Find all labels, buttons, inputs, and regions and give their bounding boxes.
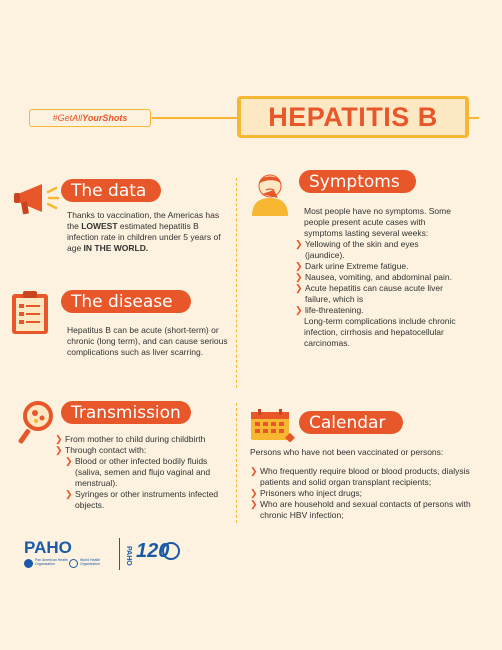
header-divider-left — [152, 117, 237, 119]
chevron-right-icon: ❯ — [65, 456, 73, 466]
list-item: ❯ Yellowing of the skin and eyes (jaundice). — [295, 239, 419, 260]
chevron-right-icon: ❯ — [295, 261, 303, 271]
list-item: ❯ Nausea, vomiting, and abdominal pain. — [295, 272, 452, 282]
calendar-list — [250, 466, 490, 521]
data-paragraph — [67, 210, 227, 254]
list-item: ❯ Syringes or other instruments infected objects. — [65, 489, 219, 510]
section-heading-symptoms: Symptoms — [299, 170, 416, 193]
chevron-right-icon: ❯ — [250, 488, 258, 498]
symptoms-list — [295, 239, 460, 316]
data-text-1: Thanks to vaccination, the Americas has the — [67, 210, 220, 231]
list-item: ❯ Who frequently require blood or blood products, dialysis patients and solid organ transplant recipients; — [250, 466, 470, 487]
page-title: HEPATITIS B — [268, 101, 438, 132]
transmission-sublist — [55, 456, 235, 511]
symptoms-body — [295, 206, 460, 349]
clipboard-icon — [10, 290, 50, 336]
list-item: ❯ Who are household and sexual contacts of persons with chronic HBV infection; — [250, 499, 471, 520]
megaphone-icon — [12, 178, 60, 220]
chevron-right-icon: ❯ — [65, 489, 73, 499]
globe-icon — [162, 542, 180, 560]
list-item: ❯ Dark urine Extreme fatigue. — [295, 261, 409, 271]
sick-person-icon — [248, 168, 292, 216]
list-item: ❯ Blood or other infected bodily fluids (saliva, semen and flujo vaginal and menstrual). — [65, 456, 211, 488]
list-item: ❯ Through contact with: — [55, 445, 147, 455]
list-item: ❯ Prisoners who inject drugs; — [250, 488, 363, 498]
paho-small-text: Pan American Health Organization — [35, 558, 68, 566]
chevron-right-icon: ❯ — [250, 466, 258, 476]
disease-paragraph: Hepatitus B can be acute (short-term) or chronic (long term), and can cause serious complications such as liver scarring. — [67, 325, 228, 357]
chevron-right-icon: ❯ — [295, 272, 303, 282]
calendar-body — [250, 466, 490, 521]
chevron-right-icon: ❯ — [55, 445, 63, 455]
paho-emblem-icon — [24, 559, 33, 568]
calendar-intro: Persons who have not been vaccinated or persons: — [250, 447, 444, 457]
column-divider-lower — [236, 403, 237, 523]
magnifier-virus-icon — [16, 400, 56, 450]
transmission-body — [55, 434, 235, 511]
hashtag-bold: YourShots — [82, 113, 128, 123]
anniversary-number: 120 — [136, 540, 170, 562]
hashtag-badge — [29, 109, 151, 127]
data-text-2: estimated hepatitis B infection rate in children under 5 years of age — [67, 221, 221, 253]
who-emblem-icon — [69, 559, 78, 568]
chevron-right-icon: ❯ — [55, 434, 63, 444]
title-banner — [241, 99, 465, 135]
chevron-right-icon: ❯ — [295, 239, 303, 249]
chevron-right-icon: ❯ — [295, 283, 303, 293]
symptoms-intro: Most people have no symptoms. Some people present acute cases with symptoms lasting several weeks: — [304, 206, 451, 238]
section-heading-data: The data — [61, 179, 161, 202]
data-text-bold-1: LOWEST — [81, 221, 118, 231]
paho-vertical-text: PAHO — [125, 546, 132, 566]
data-text-bold-2: IN THE WORLD. — [83, 243, 149, 253]
section-heading-calendar: Calendar — [299, 411, 403, 434]
chevron-right-icon: ❯ — [250, 499, 258, 509]
who-small-text: World Health Organization — [80, 558, 101, 566]
logo-divider — [119, 538, 120, 570]
list-item: ❯ From mother to child during childbirth — [55, 434, 206, 444]
list-item: ❯ life-threatening. — [295, 305, 364, 315]
section-heading-transmission: Transmission — [61, 401, 191, 424]
column-divider — [236, 178, 237, 388]
calendar-icon — [249, 408, 295, 442]
chevron-right-icon: ❯ — [295, 305, 303, 315]
logo-area — [24, 538, 184, 572]
section-heading-disease: The disease — [61, 290, 191, 313]
header-divider-right — [469, 117, 479, 119]
list-item: ❯ Acute hepatitis can cause acute liver failure, which is — [295, 283, 443, 304]
symptoms-outro: Long-term complications include chronic infection, cirrhosis and hepatocellular carcinomas. — [304, 316, 456, 348]
paho-logo: PAHO — [24, 538, 72, 557]
hashtag-prefix: #GetAll — [52, 113, 83, 123]
transmission-list — [55, 434, 235, 456]
